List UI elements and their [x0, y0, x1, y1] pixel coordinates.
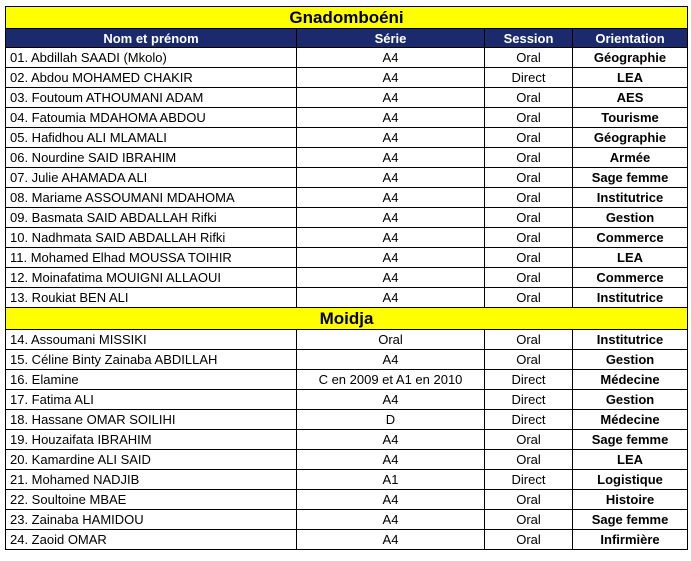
cell-serie: A4 [297, 88, 485, 108]
cell-name: 20. Kamardine ALI SAID [6, 450, 297, 470]
cell-serie: A1 [297, 470, 485, 490]
cell-orientation: Tourisme [573, 108, 688, 128]
column-header-name: Nom et prénom [6, 29, 297, 48]
cell-name: 08. Mariame ASSOUMANI MDAHOMA [6, 188, 297, 208]
table-row [6, 530, 688, 550]
cell-orientation: Sage femme [573, 510, 688, 530]
cell-orientation: Infirmière [573, 530, 688, 550]
cell-serie: A4 [297, 188, 485, 208]
cell-session: Oral [485, 430, 573, 450]
cell-orientation: Institutrice [573, 330, 688, 350]
cell-session: Oral [485, 268, 573, 288]
cell-serie: A4 [297, 288, 485, 308]
table-row [6, 450, 688, 470]
cell-orientation: Institutrice [573, 188, 688, 208]
table-row [6, 128, 688, 148]
cell-name: 10. Nadhmata SAID ABDALLAH Rifki [6, 228, 297, 248]
cell-orientation: Armée [573, 148, 688, 168]
cell-serie: A4 [297, 48, 485, 68]
cell-name: 16. Elamine [6, 370, 297, 390]
cell-serie: A4 [297, 148, 485, 168]
cell-orientation: Institutrice [573, 288, 688, 308]
cell-orientation: Gestion [573, 350, 688, 370]
cell-name: 05. Hafidhou ALI MLAMALI [6, 128, 297, 148]
table-row [6, 88, 688, 108]
cell-serie: A4 [297, 228, 485, 248]
cell-session: Oral [485, 350, 573, 370]
cell-name: 15. Céline Binty Zainaba ABDILLAH [6, 350, 297, 370]
table-row [6, 470, 688, 490]
section-title: Moidja [6, 308, 688, 330]
cell-serie: A4 [297, 68, 485, 88]
cell-serie: C en 2009 et A1 en 2010 [297, 370, 485, 390]
cell-orientation: Médecine [573, 370, 688, 390]
cell-session: Oral [485, 330, 573, 350]
table-row [6, 228, 688, 248]
cell-session: Oral [485, 530, 573, 550]
column-header-session: Session [485, 29, 573, 48]
results-table-body [6, 7, 688, 550]
cell-orientation: LEA [573, 450, 688, 470]
table-row [6, 490, 688, 510]
cell-serie: A4 [297, 128, 485, 148]
cell-session: Oral [485, 510, 573, 530]
cell-session: Direct [485, 390, 573, 410]
cell-orientation: Logistique [573, 470, 688, 490]
cell-orientation: Commerce [573, 268, 688, 288]
cell-name: 04. Fatoumia MDAHOMA ABDOU [6, 108, 297, 128]
cell-orientation: Gestion [573, 390, 688, 410]
table-row [6, 288, 688, 308]
cell-serie: A4 [297, 490, 485, 510]
cell-orientation: LEA [573, 68, 688, 88]
cell-name: 07. Julie AHAMADA ALI [6, 168, 297, 188]
cell-name: 06. Nourdine SAID IBRAHIM [6, 148, 297, 168]
table-row [6, 350, 688, 370]
table-row [6, 330, 688, 350]
cell-session: Oral [485, 188, 573, 208]
column-header-row [6, 29, 688, 48]
cell-orientation: Sage femme [573, 168, 688, 188]
cell-session: Oral [485, 450, 573, 470]
table-row [6, 108, 688, 128]
table-row [6, 390, 688, 410]
cell-session: Oral [485, 288, 573, 308]
cell-serie: A4 [297, 450, 485, 470]
cell-orientation: Géographie [573, 128, 688, 148]
cell-orientation: AES [573, 88, 688, 108]
cell-name: 02. Abdou MOHAMED CHAKIR [6, 68, 297, 88]
cell-session: Direct [485, 470, 573, 490]
cell-orientation: Sage femme [573, 430, 688, 450]
cell-name: 21. Mohamed NADJIB [6, 470, 297, 490]
cell-name: 13. Roukiat BEN ALI [6, 288, 297, 308]
cell-serie: A4 [297, 248, 485, 268]
cell-name: 24. Zaoid OMAR [6, 530, 297, 550]
results-table [5, 6, 688, 550]
cell-name: 18. Hassane OMAR SOILIHI [6, 410, 297, 430]
cell-serie: A4 [297, 510, 485, 530]
table-row [6, 268, 688, 288]
cell-serie: A4 [297, 168, 485, 188]
column-header-serie: Série [297, 29, 485, 48]
cell-session: Oral [485, 248, 573, 268]
section-title: Gnadomboéni [6, 7, 688, 29]
table-row [6, 148, 688, 168]
table-row [6, 430, 688, 450]
cell-session: Oral [485, 490, 573, 510]
cell-session: Oral [485, 48, 573, 68]
table-row [6, 168, 688, 188]
table-row [6, 510, 688, 530]
cell-orientation: Commerce [573, 228, 688, 248]
cell-session: Oral [485, 88, 573, 108]
cell-session: Oral [485, 168, 573, 188]
cell-serie: A4 [297, 530, 485, 550]
cell-serie: A4 [297, 430, 485, 450]
cell-name: 19. Houzaifata IBRAHIM [6, 430, 297, 450]
cell-session: Direct [485, 370, 573, 390]
table-row [6, 208, 688, 228]
cell-serie: A4 [297, 108, 485, 128]
table-row [6, 410, 688, 430]
table-row [6, 248, 688, 268]
cell-session: Direct [485, 410, 573, 430]
cell-session: Oral [485, 108, 573, 128]
section-header [6, 308, 688, 330]
section-header [6, 7, 688, 29]
cell-name: 11. Mohamed Elhad MOUSSA TOIHIR [6, 248, 297, 268]
cell-session: Direct [485, 68, 573, 88]
cell-serie: A4 [297, 268, 485, 288]
cell-session: Oral [485, 128, 573, 148]
cell-session: Oral [485, 228, 573, 248]
cell-orientation: Médecine [573, 410, 688, 430]
cell-name: 12. Moinafatima MOUIGNI ALLAOUI [6, 268, 297, 288]
cell-serie: A4 [297, 390, 485, 410]
cell-name: 17. Fatima ALI [6, 390, 297, 410]
cell-serie: A4 [297, 350, 485, 370]
column-header-orientation: Orientation [573, 29, 688, 48]
cell-orientation: LEA [573, 248, 688, 268]
table-row [6, 48, 688, 68]
cell-name: 23. Zainaba HAMIDOU [6, 510, 297, 530]
table-row [6, 370, 688, 390]
cell-serie: D [297, 410, 485, 430]
cell-name: 14. Assoumani MISSIKI [6, 330, 297, 350]
cell-serie: Oral [297, 330, 485, 350]
cell-orientation: Géographie [573, 48, 688, 68]
cell-orientation: Histoire [573, 490, 688, 510]
cell-name: 22. Soultoine MBAE [6, 490, 297, 510]
table-row [6, 68, 688, 88]
cell-name: 03. Foutoum ATHOUMANI ADAM [6, 88, 297, 108]
cell-name: 01. Abdillah SAADI (Mkolo) [6, 48, 297, 68]
cell-session: Oral [485, 208, 573, 228]
cell-session: Oral [485, 148, 573, 168]
table-row [6, 188, 688, 208]
cell-orientation: Gestion [573, 208, 688, 228]
cell-name: 09. Basmata SAID ABDALLAH Rifki [6, 208, 297, 228]
cell-serie: A4 [297, 208, 485, 228]
